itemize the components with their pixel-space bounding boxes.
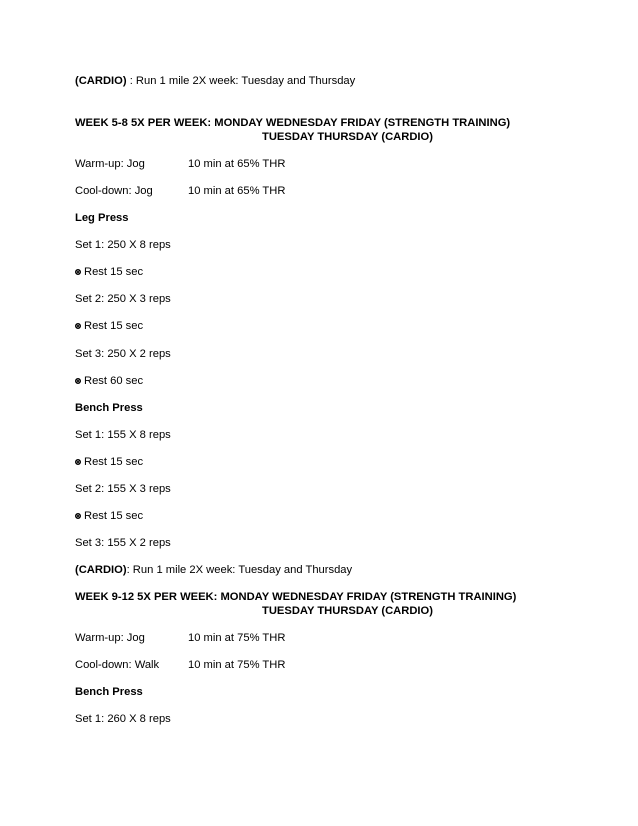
exercise-heading-bench-press: Bench Press	[75, 402, 143, 414]
cooldown-label: Cool-down: Jog	[75, 185, 153, 197]
cooldown-row-1	[75, 184, 286, 198]
set-line: Set 1: 250 X 8 reps	[75, 239, 171, 251]
set-line: Set 3: 250 X 2 reps	[75, 348, 171, 360]
cooldown-row-2	[75, 658, 286, 672]
week-5-8-subheading: TUESDAY THURSDAY (CARDIO)	[262, 131, 433, 143]
cardio-line-1	[75, 74, 355, 88]
warmup-value: 10 min at 65% THR	[188, 158, 286, 170]
set-line: Set 3: 155 X 2 reps	[75, 537, 171, 549]
cardio-text: : Run 1 mile 2X week: Tuesday and Thursday	[126, 75, 356, 87]
cardio-line-2	[75, 563, 352, 577]
bullet-icon	[75, 269, 81, 275]
rest-line	[75, 455, 143, 469]
warmup-row-2	[75, 631, 286, 645]
week-5-8-heading: WEEK 5-8 5X PER WEEK: MONDAY WEDNESDAY FRIDAY (STRENGTH TRAINING)	[75, 117, 511, 129]
cooldown-value: 10 min at 75% THR	[188, 659, 286, 671]
rest-line	[75, 319, 143, 333]
cooldown-value: 10 min at 65% THR	[188, 185, 286, 197]
rest-line	[75, 265, 143, 279]
set-line: Set 1: 260 X 8 reps	[75, 713, 171, 725]
cooldown-label: Cool-down: Walk	[75, 659, 160, 671]
set-line: Set 2: 155 X 3 reps	[75, 483, 171, 495]
week-9-12-heading: WEEK 9-12 5X PER WEEK: MONDAY WEDNESDAY FRIDAY (STRENGTH TRAINING)	[75, 591, 517, 603]
cardio-label: (CARDIO)	[75, 564, 127, 576]
exercise-heading-bench-press-2: Bench Press	[75, 686, 143, 698]
warmup-label: Warm-up: Jog	[75, 632, 145, 644]
rest-line	[75, 509, 143, 523]
rest-text: Rest 15 sec	[84, 320, 144, 332]
set-line: Set 2: 250 X 3 reps	[75, 293, 171, 305]
cardio-text: : Run 1 mile 2X week: Tuesday and Thursday	[126, 564, 353, 576]
rest-line	[75, 374, 143, 388]
exercise-heading-leg-press: Leg Press	[75, 212, 129, 224]
warmup-value: 10 min at 75% THR	[188, 632, 286, 644]
warmup-row-1	[75, 157, 286, 171]
bullet-icon	[75, 459, 81, 465]
week-9-12-subheading: TUESDAY THURSDAY (CARDIO)	[262, 605, 433, 617]
bullet-icon	[75, 513, 81, 519]
bullet-icon	[75, 323, 81, 329]
rest-text: Rest 15 sec	[84, 266, 144, 278]
cardio-label: (CARDIO)	[75, 75, 127, 87]
set-line: Set 1: 155 X 8 reps	[75, 429, 171, 441]
warmup-label: Warm-up: Jog	[75, 158, 145, 170]
bullet-icon	[75, 378, 81, 384]
rest-text: Rest 15 sec	[84, 510, 144, 522]
rest-text: Rest 60 sec	[84, 375, 144, 387]
rest-text: Rest 15 sec	[84, 456, 144, 468]
